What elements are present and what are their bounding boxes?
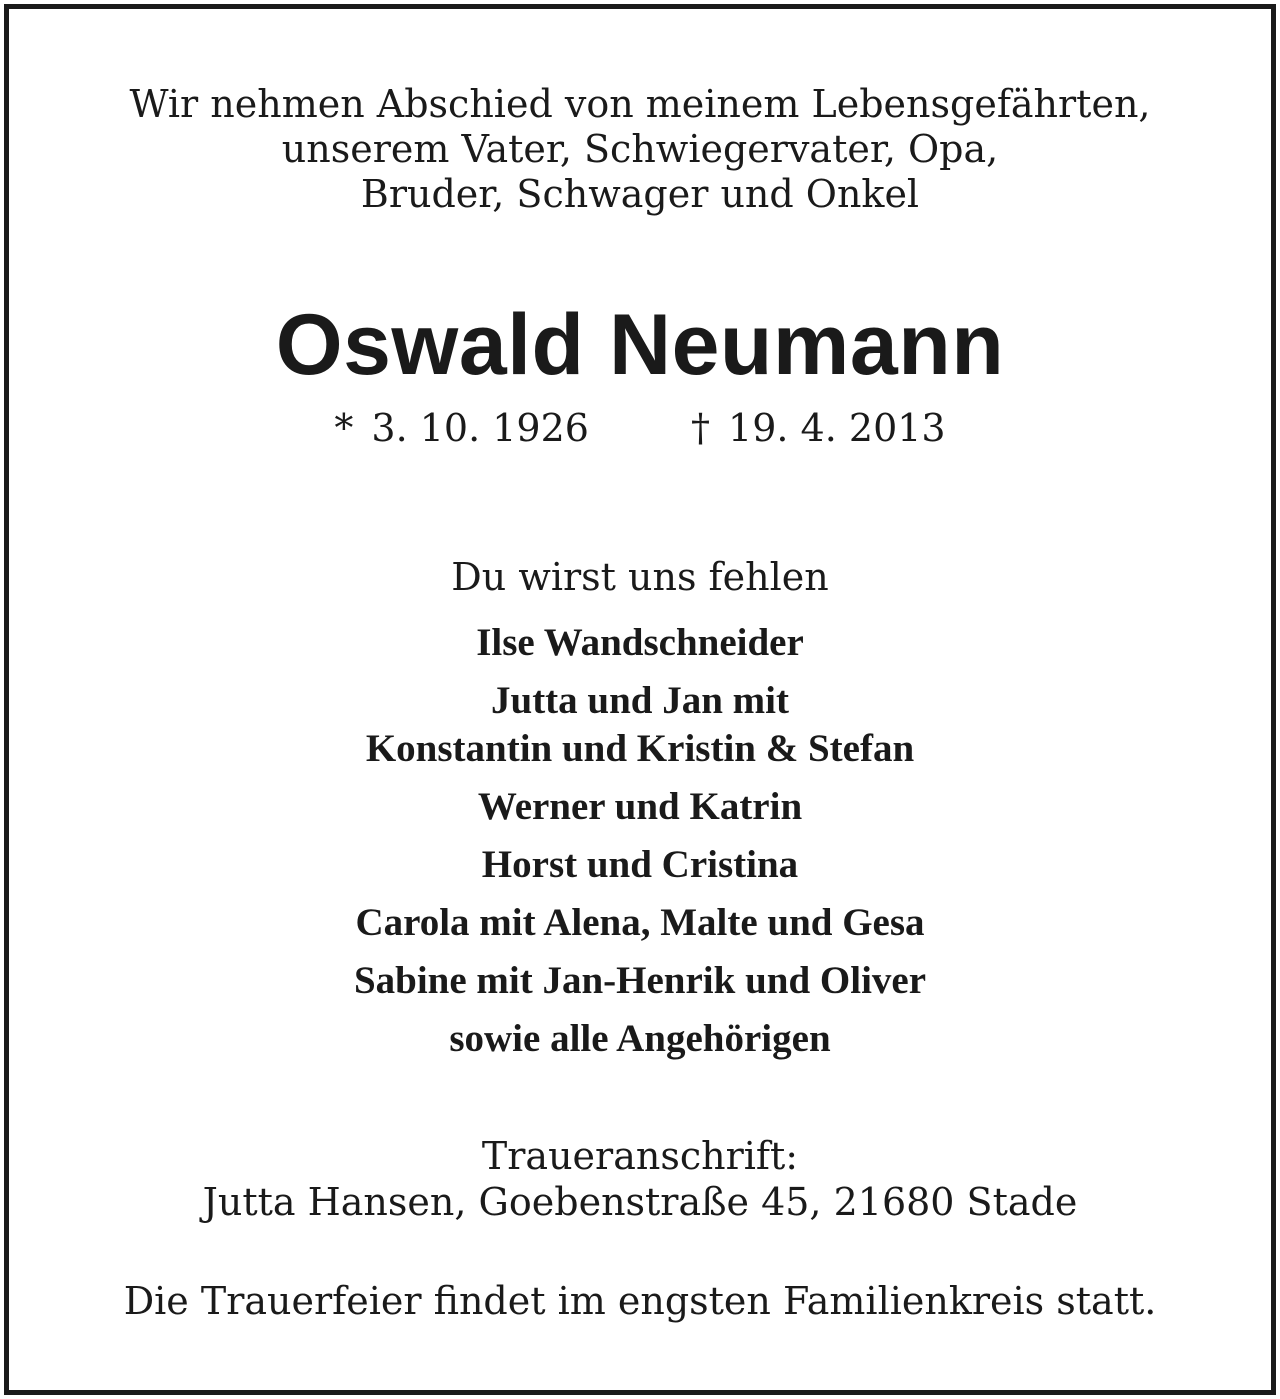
death-date-group: [691, 404, 946, 452]
mourner-line: Jutta und Jan mit: [491, 679, 789, 722]
address-text: Jutta Hansen, Goebenstraße 45, 21680 Stade: [202, 1180, 1078, 1224]
birth-star-icon: *: [334, 406, 354, 450]
intro-line: Wir nehmen Abschied von meinem Lebensgefährten,: [129, 82, 1151, 126]
death-date: 19. 4. 2013: [728, 406, 946, 450]
mourner-entry: [9, 783, 1271, 831]
ceremony-note: Die Trauerfeier findet im engsten Familienkreis statt.: [123, 1279, 1157, 1323]
mourner-line: Horst und Cristina: [481, 843, 799, 886]
mourner-line: Sabine mit Jan-Henrik und Oliver: [353, 959, 927, 1002]
life-dates: [9, 404, 1271, 452]
intro-line: unserem Vater, Schwiegervater, Opa,: [281, 127, 999, 171]
mourner-entry: [9, 677, 1271, 773]
deceased-name: Oswald Neumann: [275, 297, 1005, 393]
mourner-entry: [9, 1015, 1271, 1063]
intro-text: [9, 82, 1271, 217]
death-dagger-icon: †: [691, 406, 711, 450]
mourners-list: [9, 619, 1271, 1073]
mourner-line: Werner und Katrin: [477, 785, 803, 828]
birth-date-group: [334, 404, 589, 452]
mourner-entry: [9, 899, 1271, 947]
mourner-entry: [9, 957, 1271, 1005]
mourner-line: Ilse Wandschneider: [476, 621, 804, 664]
mourning-address: [9, 1133, 1271, 1225]
mourner-line: Konstantin und Kristin & Stefan: [365, 727, 915, 770]
obituary-notice: [4, 4, 1276, 1395]
mourner-entry: [9, 841, 1271, 889]
address-label: Traueranschrift:: [481, 1134, 799, 1178]
mourner-line: sowie alle Angehörigen: [449, 1017, 831, 1060]
mourner-entry: [9, 619, 1271, 667]
mourner-line: Carola mit Alena, Malte und Gesa: [355, 901, 925, 944]
closing-phrase: Du wirst uns fehlen: [451, 555, 829, 599]
birth-date: 3. 10. 1926: [371, 406, 589, 450]
intro-line: Bruder, Schwager und Onkel: [360, 172, 920, 216]
